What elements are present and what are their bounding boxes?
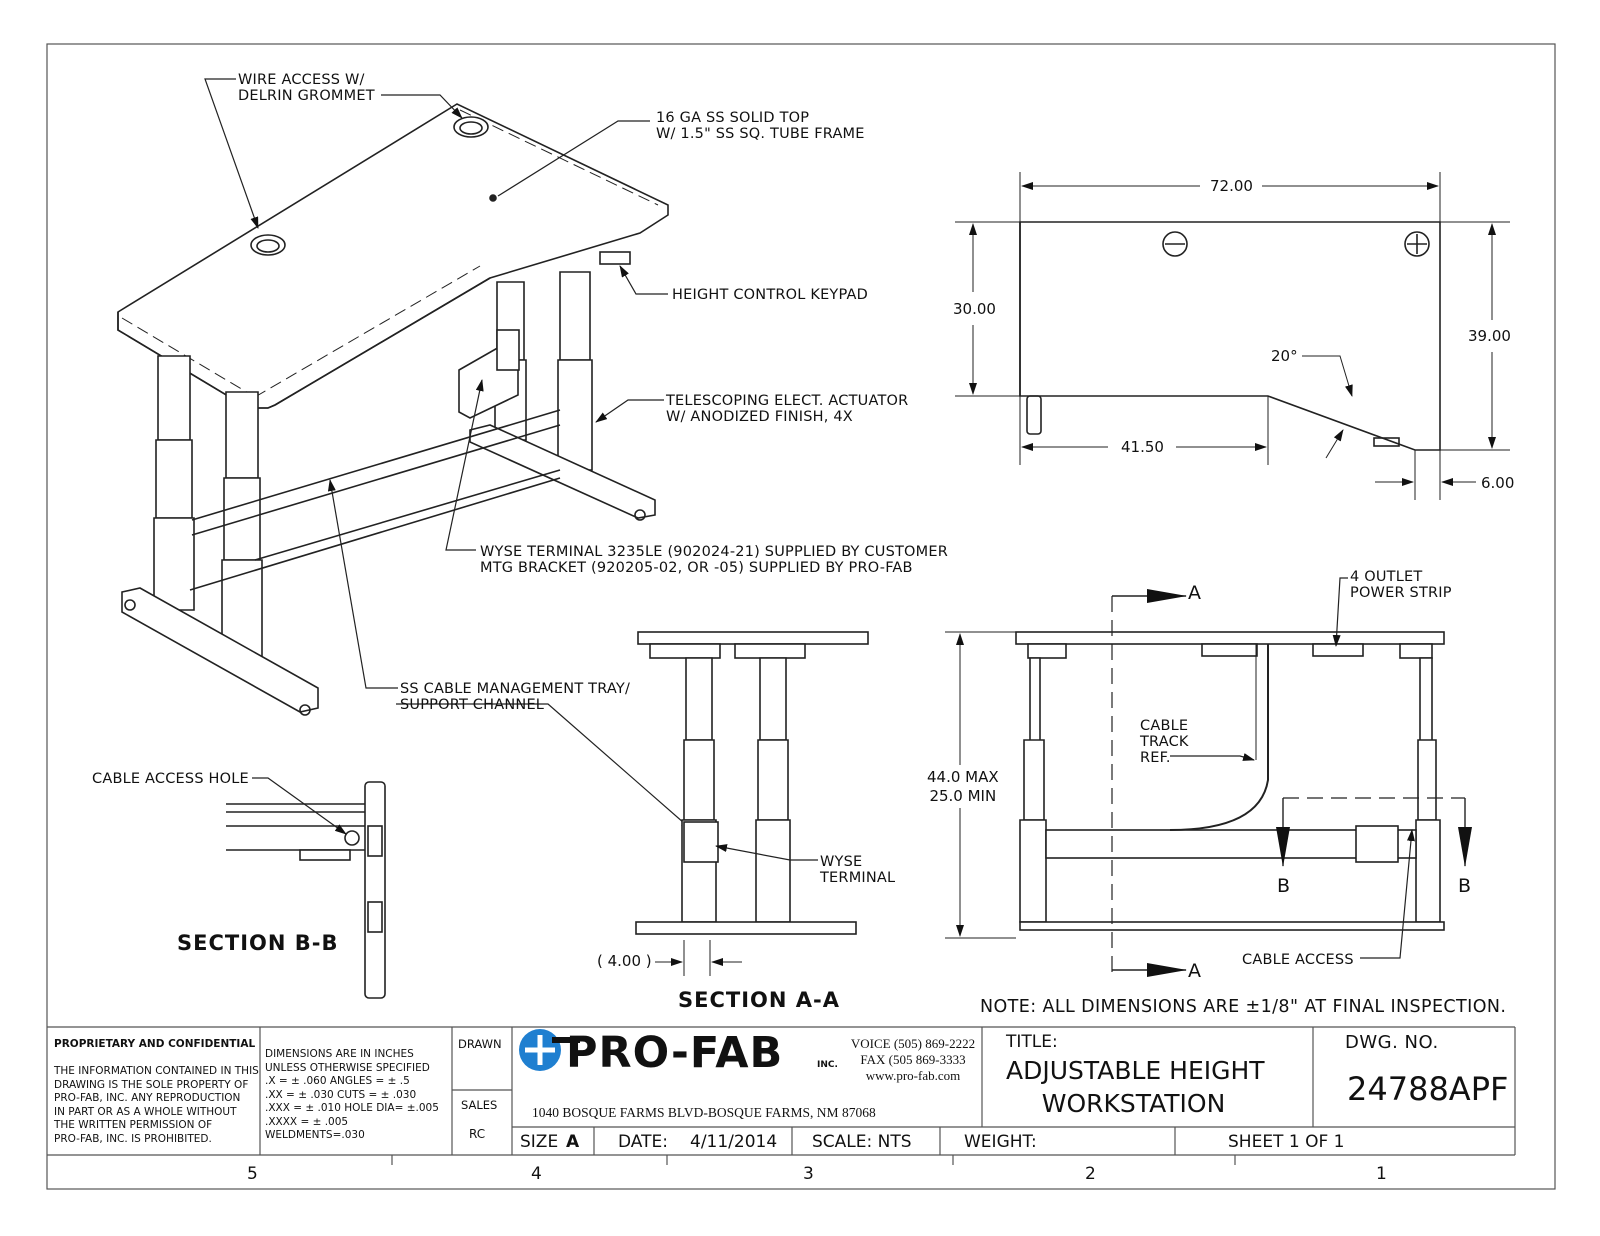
sheet-number: SHEET 1 OF 1	[1228, 1132, 1345, 1152]
callout-height-keypad: HEIGHT CONTROL KEYPAD	[672, 287, 868, 303]
sales-value: RC	[469, 1127, 486, 1141]
section-bb-view	[226, 778, 385, 998]
callout-cable-track: CABLE TRACK REF.	[1140, 718, 1189, 766]
company-contact: VOICE (505) 869-2222 FAX (505 869-3333 www.pro-fab.com	[850, 1036, 976, 1083]
size-label: SIZE	[520, 1132, 559, 1152]
date-label: DATE:	[618, 1132, 668, 1152]
dwg-no: 24788APF	[1347, 1070, 1509, 1108]
tolerance-block: DIMENSIONS ARE IN INCHES UNLESS OTHERWISE SPECIFIED .X = ± .060 ANGLES = ± .5 .XX = ± .030 CUTS = ± .030 .XXX = ± .010 HOLE DIA= ±.005 .XXXX = ± .005 WELDMENTS=.030	[265, 1048, 439, 1141]
callout-cable-access-hole: CABLE ACCESS HOLE	[92, 771, 249, 787]
section-aa-title: SECTION A-A	[678, 988, 840, 1012]
callout-cable-tray: SS CABLE MANAGEMENT TRAY/ SUPPORT CHANNEL	[400, 681, 631, 713]
company-logo-text: PRO-FAB	[566, 1028, 784, 1078]
section-aa-view	[636, 632, 868, 976]
size-value: A	[566, 1132, 580, 1152]
dim-width: 72.00	[1207, 177, 1256, 195]
callout-power-strip: 4 OUTLET POWER STRIP	[1350, 569, 1452, 601]
zone-4: 4	[531, 1164, 542, 1184]
callout-wire-access: WIRE ACCESS W/ DELRIN GROMMET	[238, 72, 375, 104]
section-marker-b-right: B	[1458, 875, 1472, 897]
weight: WEIGHT:	[964, 1132, 1037, 1152]
zone-2: 2	[1085, 1164, 1096, 1184]
callout-cable-access: CABLE ACCESS	[1242, 952, 1354, 968]
top-view	[955, 172, 1510, 500]
dim-angle: 20°	[1268, 347, 1301, 365]
callout-wyse-terminal-bracket: WYSE TERMINAL 3235LE (902024-21) SUPPLIED BY CUSTOMER MTG BRACKET (920205-02, OR -05) SUPPLIED BY PRO-FAB	[480, 544, 948, 576]
callout-wyse-terminal: WYSE TERMINAL	[820, 854, 896, 886]
section-marker-a-top: A	[1188, 582, 1201, 604]
dwg-no-label: DWG. NO.	[1345, 1032, 1439, 1053]
dim-depth-left: 30.00	[950, 300, 999, 318]
dim-depth-right: 39.00	[1465, 327, 1514, 345]
dim-height: 44.0 MAX 25.0 MIN	[924, 768, 1002, 806]
isometric-desk-view	[118, 104, 668, 715]
callout-solid-top: 16 GA SS SOLID TOP W/ 1.5" SS SQ. TUBE FRAME	[656, 110, 865, 142]
proprietary-title: PROPRIETARY AND CONFIDENTIAL	[54, 1038, 256, 1050]
dim-offset-6: 6.00	[1478, 474, 1517, 492]
scale: SCALE: NTS	[812, 1132, 912, 1152]
zone-1: 1	[1376, 1164, 1387, 1184]
front-view	[945, 578, 1465, 976]
callout-actuator: TELESCOPING ELECT. ACTUATOR W/ ANODIZED FINISH, 4X	[666, 393, 909, 425]
sales-label: SALES	[461, 1098, 498, 1112]
sheet-border	[47, 44, 1555, 1189]
drawn-label: DRAWN	[458, 1037, 502, 1051]
dim-leg-spacing: ( 4.00 )	[594, 952, 655, 970]
company-address: 1040 BOSQUE FARMS BLVD-BOSQUE FARMS, NM 87068	[532, 1105, 876, 1120]
zone-3: 3	[803, 1164, 814, 1184]
company-logo-suffix: INC.	[817, 1060, 838, 1070]
section-marker-b-left: B	[1277, 875, 1291, 897]
drawing-title: ADJUSTABLE HEIGHT WORKSTATION	[1006, 1056, 1265, 1118]
title-label: TITLE:	[1006, 1032, 1058, 1052]
zone-5: 5	[247, 1164, 258, 1184]
dim-length-41: 41.50	[1118, 438, 1167, 456]
section-marker-a-bottom: A	[1188, 960, 1201, 982]
section-bb-title: SECTION B-B	[177, 931, 339, 955]
proprietary-text: THE INFORMATION CONTAINED IN THIS DRAWING IS THE SOLE PROPERTY OF PRO-FAB, INC. ANY REPRODUCTION IN PART OR AS A WHOLE WITHOUT THE WRITTEN PERMISSION OF PRO-FAB, INC. IS PROHIBITED.	[54, 1065, 259, 1145]
tolerance-note: NOTE: ALL DIMENSIONS ARE ±1/8" AT FINAL INSPECTION.	[980, 997, 1507, 1017]
date-value: 4/11/2014	[690, 1132, 778, 1152]
